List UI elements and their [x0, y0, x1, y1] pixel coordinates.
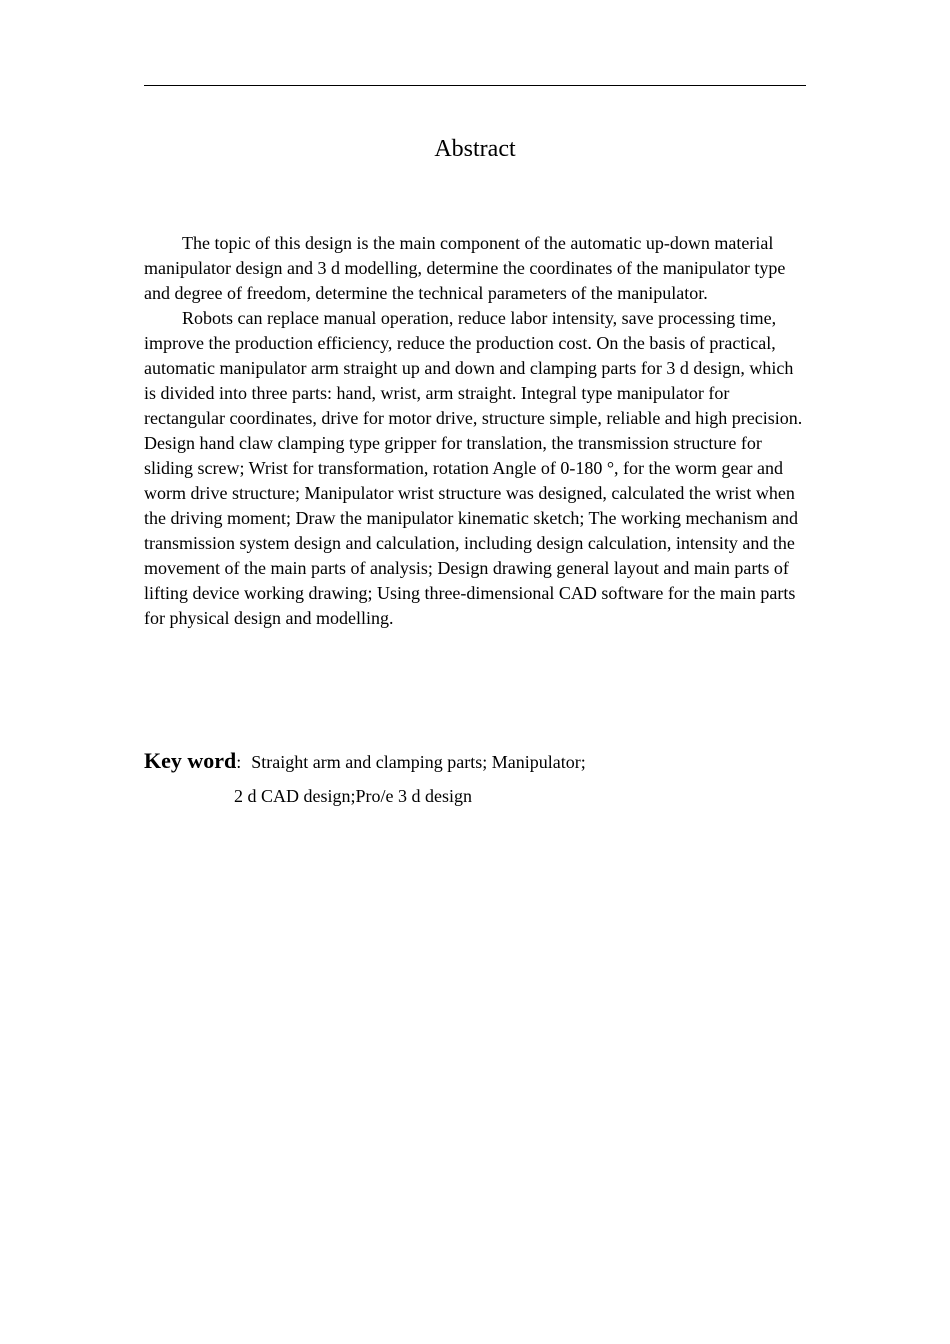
keywords-label: Key word — [144, 748, 237, 773]
header-rule — [144, 85, 806, 86]
keywords-text-1: Straight arm and clamping parts; Manipulator; — [251, 752, 586, 772]
page-title: Abstract — [434, 136, 516, 162]
abstract-body — [144, 231, 806, 631]
keywords-section — [144, 746, 806, 808]
keywords-line-2: 2 d CAD design;Pro/e 3 d design — [234, 786, 472, 806]
abstract-paragraph-1: The topic of this design is the main component of the automatic up-down material manipulator design and 3 d modelling, determine the coordinates of the manipulator type and degree of freedom, determine the technical parameters of the manipulator. — [144, 233, 786, 303]
abstract-paragraph-2: Robots can replace manual operation, reduce labor intensity, save processing time, improve the production efficiency, reduce the production cost. On the basis of practical, automatic manipulator arm straight up and down and clamping parts for 3 d design, which is divided into three parts: hand, wrist, arm straight. Integral type manipulator for rectangular coordinates, drive for motor drive, structure simple, reliable and high precision. Design hand claw clamping type gripper for translation, the transmission structure for sliding screw; Wrist for transformation, rotation Angle of 0-180 °, for the worm gear and worm drive structure; Manipulator wrist structure was designed, calculated the wrist when the driving moment; Draw the manipulator kinematic sketch; The working mechanism and transmission system design and calculation, including design calculation, intensity and the movement of the main parts of analysis; Design drawing general layout and main parts of lifting device working drawing; Using three-dimensional CAD software for the main parts for physical design and modelling. — [144, 308, 803, 628]
keywords-separator: : — [236, 752, 242, 772]
keywords-line-1 — [144, 746, 806, 777]
